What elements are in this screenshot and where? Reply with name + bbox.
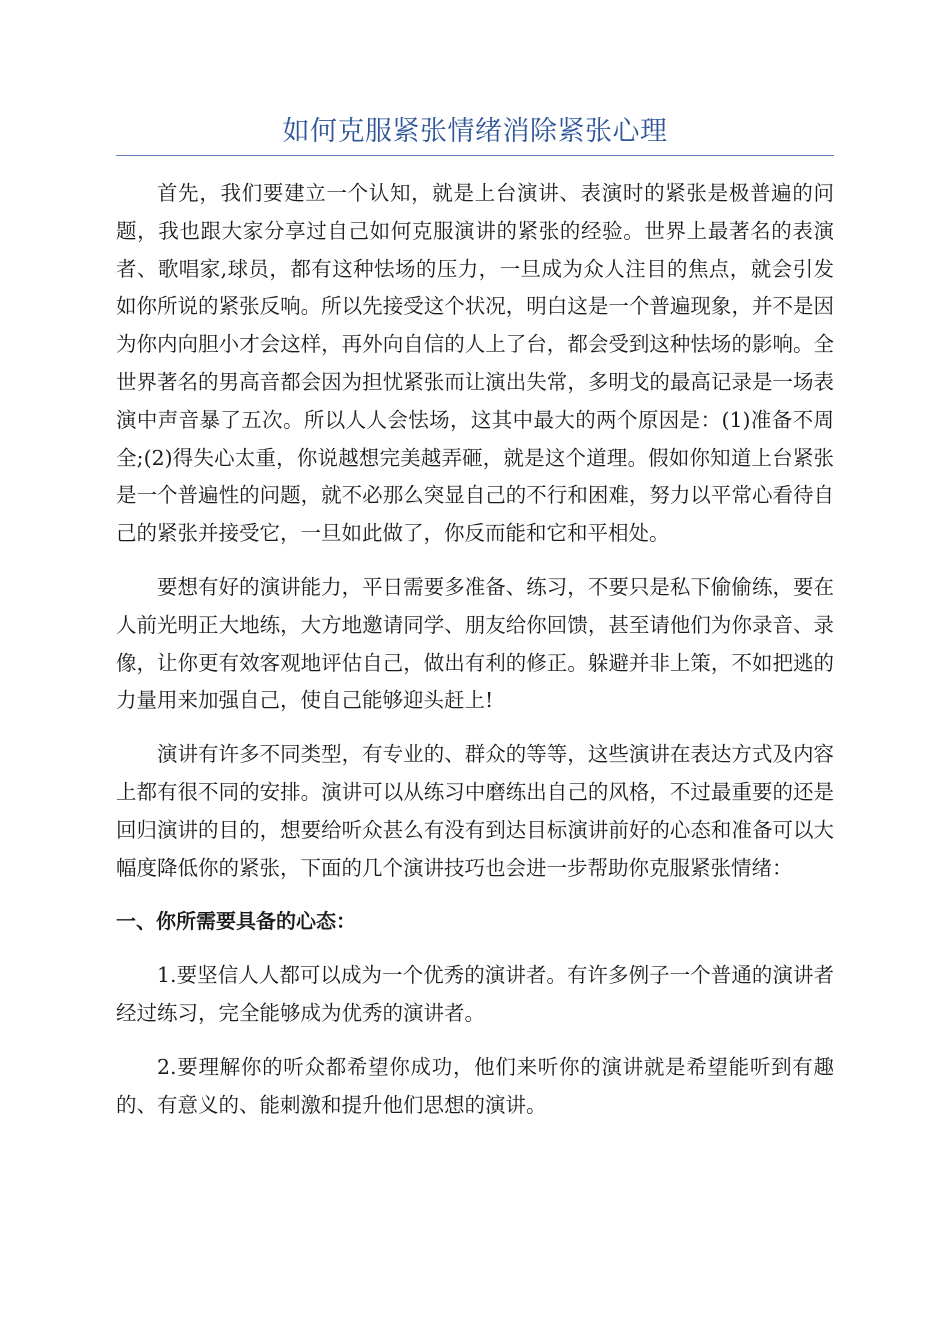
document-body (116, 175, 834, 1140)
paragraph-2: 要想有好的演讲能力，平日需要多准备、练习，不要只是私下偷偷练，要在人前光明正大地练，大方地邀请同学、朋友给你回馈，甚至请他们为你录音、录像，让你更有效客观地评估自己，做出有利的修正。躲避并非上策，不如把逃的力量用来加强自己，使自己能够迎头赶上! (116, 574, 834, 713)
list-item-1: 1.要坚信人人都可以成为一个优秀的演讲者。有许多例子一个普通的演讲者经过练习，完全能够成为优秀的演讲者。 (116, 963, 834, 1025)
title-underline (116, 155, 834, 156)
paragraph-1: 首先，我们要建立一个认知，就是上台演讲、表演时的紧张是极普遍的问题，我也跟大家分享过自己如何克服演讲的紧张的经验。世界上最著名的表演者、歌唱家,球员，都有这种怯场的压力，一旦成为众人注目的焦点，就会引发如你所说的紧张反响。所以先接受这个状况，明白这是一个普遍现象，并不是因为你内向胆小才会这样，再外向自信的人上了台，都会受到这种怯场的影响。全世界著名的男高音都会因为担忧紧张而让演出失常，多明戈的最高记录是一场表演中声音暴了五次。所以人人会怯场，这其中最大的两个原因是：(1)准备不周全;(2)得失心太重，你说越想完美越弄砸，就是这个道理。假如你知道上台紧张是一个普遍性的问题，就不必那么突显自己的不行和困难，努力以平常心看待自己的紧张并接受它，一旦如此做了，你反而能和它和平相处。 (116, 181, 834, 546)
paragraph-3: 演讲有许多不同类型，有专业的、群众的等等，这些演讲在表达方式及内容上都有很不同的安排。演讲可以从练习中磨练出自己的风格，不过最重要的还是回归演讲的目的，想要给听众甚么有没有到达目标演讲前好的心态和准备可以大幅度降低你的紧张，下面的几个演讲技巧也会进一步帮助你克服紧张情绪： (116, 742, 834, 880)
section-heading: 一、你所需要具备的心态： (116, 909, 356, 934)
list-item-2: 2.要理解你的听众都希望你成功，他们来听你的演讲就是希望能听到有趣的、有意义的、能刺激和提升他们思想的演讲。 (116, 1054, 834, 1117)
document-title: 如何克服紧张情绪消除紧张心理 (282, 116, 668, 147)
